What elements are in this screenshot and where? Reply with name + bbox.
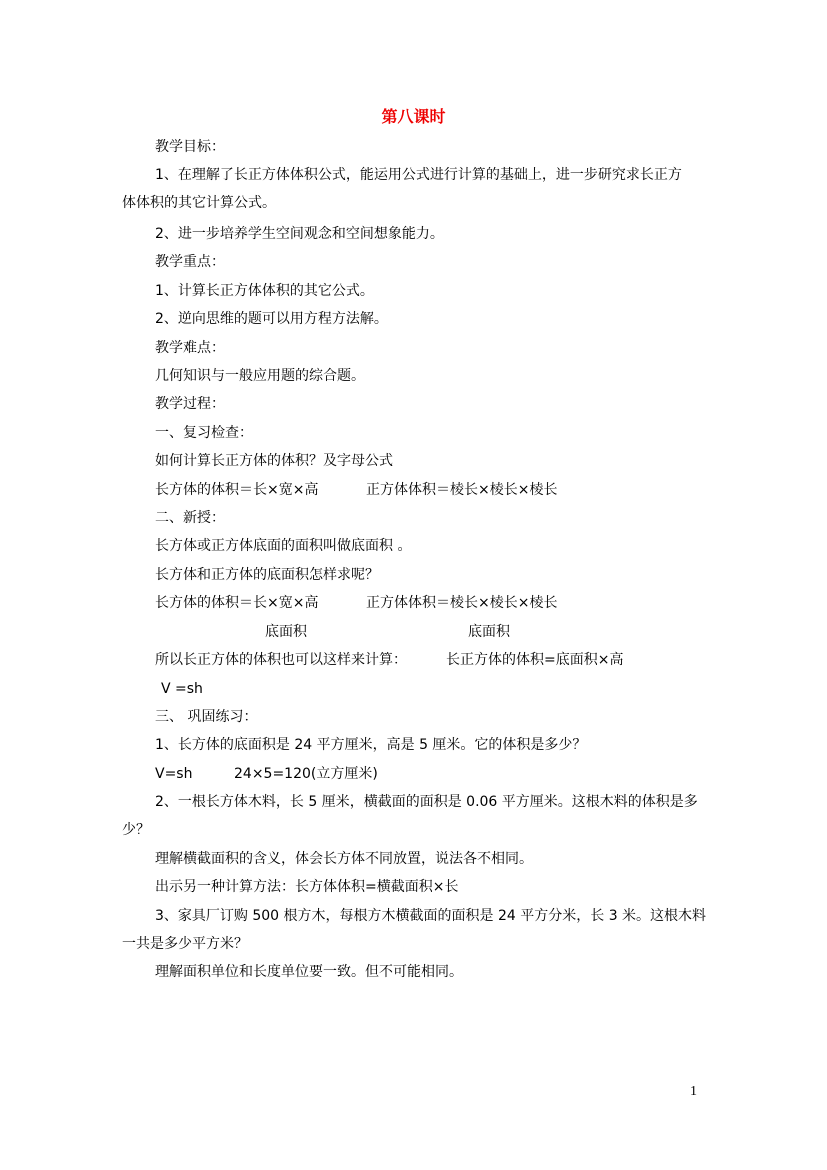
text-line-review-q: 如何计算长正方体的体积？及字母公式 [155, 453, 393, 469]
text-line-key-1: 1、计算长正方体体积的其它公式。 [155, 283, 374, 299]
text-line-ex-1-ans-b: 24×5=120(立方厘米) [234, 766, 378, 782]
text-line-ex-2-b: 少？ [122, 822, 150, 838]
text-line-goal-2: 2、进一步培养学生空间观念和空间想象能力。 [155, 226, 444, 242]
text-line-ex-1-ans-a: V=sh [155, 766, 193, 782]
text-line-ex-3-a: 3、家具厂订购 500 根方木，每根方木横截面的面积是 24 平方分米，长 3 米。这根木料 [155, 908, 707, 924]
text-line-goal-1-a: 1、在理解了长正方体体积公式，能运用公式进行计算的基础上，进一步研究求长正方 [155, 167, 682, 183]
text-line-review-formula-2: 正方体体积＝棱长×棱长×棱长 [366, 482, 558, 498]
text-line-v-sh: V =sh [161, 681, 203, 697]
page-number: 1 [690, 1084, 697, 1099]
text-line-base-area-1: 底面积 [265, 624, 307, 640]
text-line-new-formula-1: 长方体的体积＝长×宽×高 [155, 595, 319, 611]
text-line-difficult-heading: 教学难点： [155, 340, 225, 356]
text-line-ex-2-method: 出示另一种计算方法：长方体体积=横截面积×长 [155, 879, 459, 895]
text-line-ex-2-a: 2、一根长方体木料，长 5 厘米，横截面的面积是 0.06 平方厘米。这根木料的体积是多 [155, 794, 698, 810]
text-line-practice-heading: 三、 巩固练习： [155, 709, 258, 725]
text-line-so-line: 所以长正方体的体积也可以这样来计算： [155, 652, 407, 668]
text-line-goals-heading: 教学目标： [155, 139, 225, 155]
text-line-ex-1: 1、长方体的底面积是 24 平方厘米，高是 5 厘米。它的体积是多少？ [155, 737, 587, 753]
text-line-process-heading: 教学过程： [155, 396, 225, 412]
text-line-difficult-1: 几何知识与一般应用题的综合题。 [155, 368, 365, 384]
text-line-review-heading: 一、复习检查： [155, 425, 253, 441]
text-line-ex-3-b: 一共是多少平方米？ [122, 936, 248, 952]
text-line-base-area-2: 底面积 [468, 624, 510, 640]
text-line-so-formula: 长正方体的体积=底面积×高 [446, 652, 624, 668]
text-line-new-1: 长方体或正方体底面的面积叫做底面积 。 [155, 538, 412, 554]
text-line-ex-3-note: 理解面积单位和长度单位要一致。但不可能相同。 [155, 964, 463, 980]
text-line-ex-2-note: 理解横截面积的含义，体会长方体不同放置，说法各不相同。 [155, 851, 533, 867]
text-line-review-formula-1: 长方体的体积＝长×宽×高 [155, 482, 319, 498]
text-line-new-heading: 二、新授： [155, 510, 225, 526]
text-line-new-formula-2: 正方体体积＝棱长×棱长×棱长 [366, 595, 558, 611]
page-title: 第八课时 [381, 107, 446, 126]
text-line-key-2: 2、逆向思维的题可以用方程方法解。 [155, 311, 388, 327]
text-line-new-2: 长方体和正方体的底面积怎样求呢？ [155, 567, 379, 583]
text-line-goal-1-b: 体体积的其它计算公式。 [122, 195, 276, 211]
text-line-key-heading: 教学重点： [155, 254, 225, 270]
